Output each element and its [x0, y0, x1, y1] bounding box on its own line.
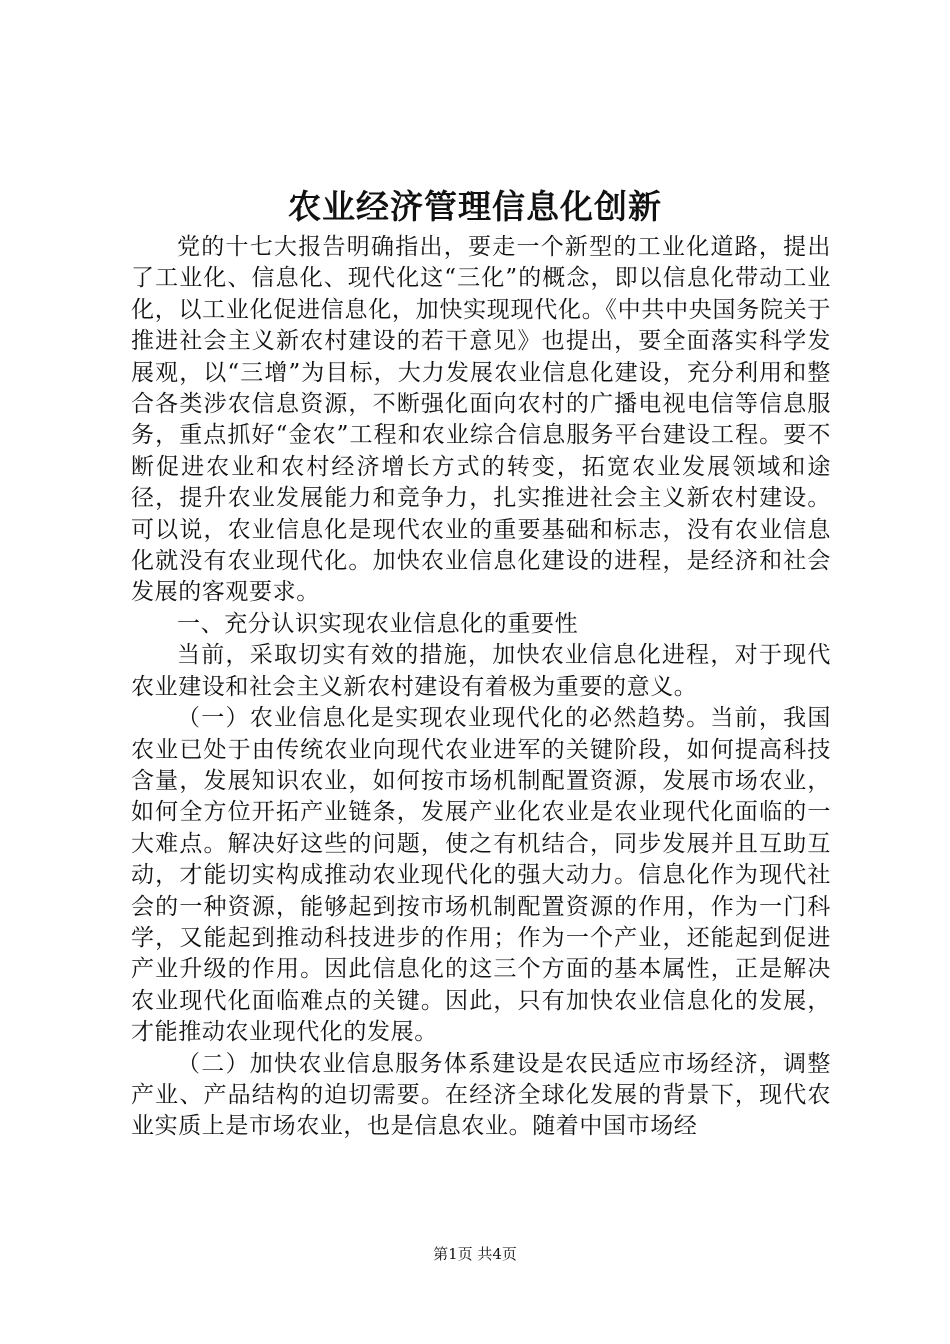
paragraph-point-one: （一）农业信息化是实现农业现代化的必然趋势。当前，我国农业已处于由传统农业向现代农业进军的关键阶段，如何提高科技含量，发展知识农业，如何按市场机制配置资源，发展市场农业，如何全方位开拓产业链条，发展产业化农业是农业现代化面临的一大难点。解决好这些的问题，使之有机结合，同步发展并且互助互动，才能切实构成推动农业现代化的强大动力。信息化作为现代社会的一种资源，能够起到按市场机制配置资源的作用，作为一门科学，又能起到推动科技进步的作用；作为一个产业，还能起到促进产业升级的作用。因此信息化的这三个方面的基本属性，正是解决农业现代化面临难点的关键。因此，只有加快农业信息化的发展，才能推动农业现代化的发展。	[131, 705, 831, 1046]
paragraph-current: 当前，采取切实有效的措施，加快农业信息化进程，对于现代农业建设和社会主义新农村建设有着极为重要的意义。	[131, 642, 831, 700]
page-footer: 第1页 共4页	[433, 1245, 517, 1263]
document-body	[131, 232, 831, 1143]
paragraph-intro: 党的十七大报告明确指出，要走一个新型的工业化道路，提出了工业化、信息化、现代化这“三化”的概念，即以信息化带动工业化，以工业化促进信息化，加快实现现代化。《中共中央国务院关于推进社会主义新农村建设的若干意见》也提出，要全面落实科学发展观，以“三增”为目标，大力发展农业信息化建设，充分利用和整合各类涉农信息资源，不断强化面向农村的广播电视电信等信息服务，重点抓好“金农”工程和农业综合信息服务平台建设工程。要不断促进农业和农村经济增长方式的转变，拓宽农业发展领域和途径，提升农业发展能力和竞争力，扎实推进社会主义新农村建设。可以说，农业信息化是现代农业的重要基础和标志，没有农业信息化就没有农业现代化。加快农业信息化建设的进程，是经济和社会发展的客观要求。	[131, 234, 831, 606]
paragraph-point-two: （二）加快农业信息服务体系建设是农民适应市场经济，调整产业、产品结构的迫切需要。在经济全球化发展的背景下，现代农业实质上是市场农业，也是信息农业。随着中国市场经	[131, 1050, 831, 1140]
section-heading: 一、充分认识实现农业信息化的重要性	[177, 610, 579, 637]
document-title: 农业经济管理信息化创新	[288, 187, 662, 226]
